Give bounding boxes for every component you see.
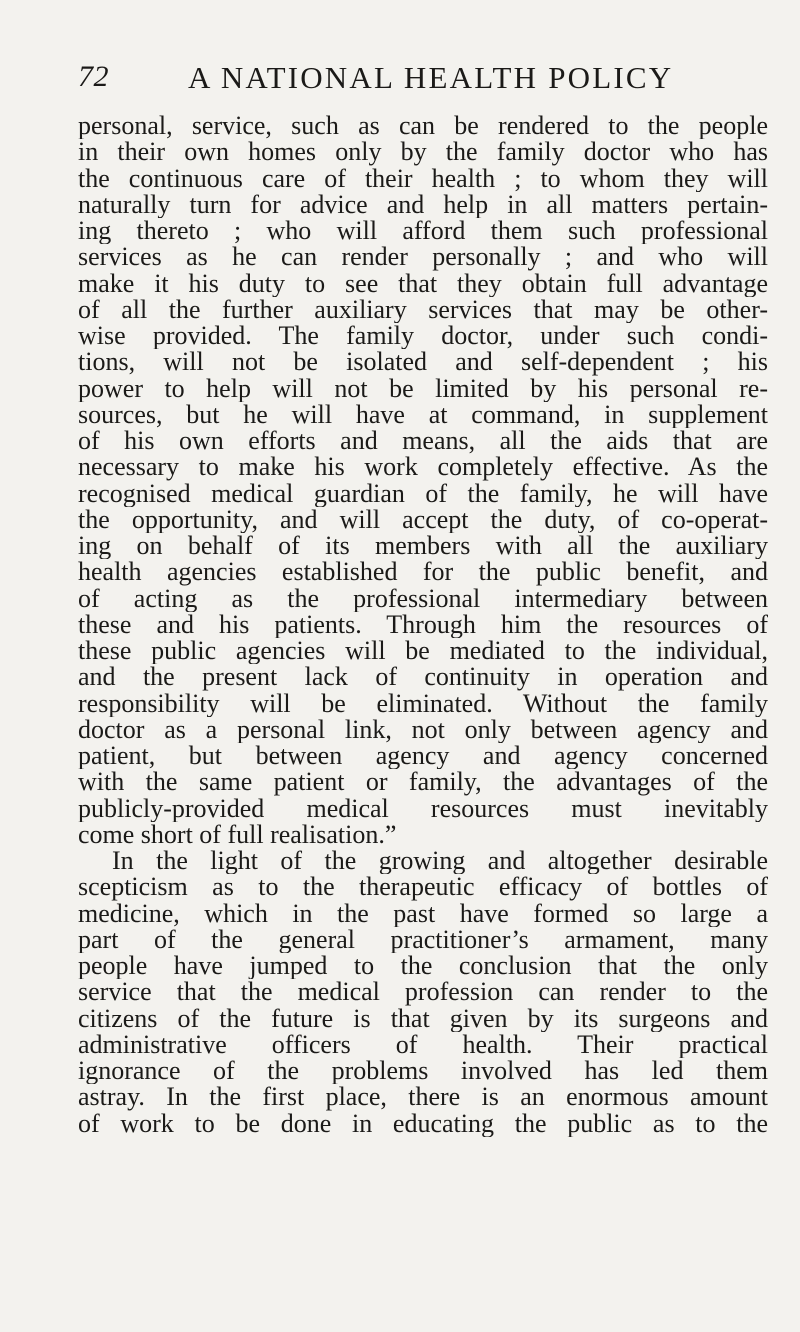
body-text: [78, 113, 768, 1137]
text-line: power to help will not be limited by his personal re-: [78, 375, 768, 402]
text-line: these and his patients. Through him the resources of: [78, 611, 768, 638]
text-line: ing on behalf of its members with all the auxiliary: [78, 533, 768, 560]
text-line: medicine, which in the past have formed so large a: [78, 900, 768, 927]
text-line: service that the medical profession can render to the: [78, 979, 768, 1006]
page-header: [78, 52, 768, 102]
paragraph-start-line: In the light of the growing and altogether desirable: [112, 848, 768, 875]
text-line: tions, will not be isolated and self-dependent ; his: [78, 349, 768, 376]
text-line: of work to be done in educating the public as to the: [78, 1110, 768, 1137]
text-line: with the same patient or family, the advantages of the: [78, 769, 768, 796]
text-line: ignorance of the problems involved has led them: [78, 1058, 768, 1085]
text-line: publicly-provided medical resources must inevitably: [78, 795, 768, 822]
text-line: astray. In the first place, there is an enormous amount: [78, 1084, 768, 1111]
text-line: administrative officers of health. Their practical: [78, 1031, 768, 1058]
text-line: of acting as the professional intermediary between: [78, 585, 768, 612]
text-line: ing thereto ; who will afford them such professional: [78, 218, 768, 245]
text-line: of all the further auxiliary services that may be other-: [78, 296, 768, 323]
running-head: A NATIONAL HEALTH POLICY: [188, 60, 674, 95]
text-line: health agencies established for the public benefit, and: [78, 559, 768, 586]
paragraph-end-line: come short of full realisation.”: [78, 821, 397, 848]
text-line: citizens of the future is that given by its surgeons and: [78, 1005, 768, 1032]
text-line: the continuous care of their health ; to whom they will: [78, 165, 768, 192]
page-number: 72: [78, 60, 109, 93]
text-line: patient, but between agency and agency concerned: [78, 743, 768, 770]
text-line: responsibility will be eliminated. Without the family: [78, 690, 768, 717]
text-line: make it his duty to see that they obtain full advantage: [78, 270, 768, 297]
text-line: the opportunity, and will accept the duty, of co-operat-: [78, 506, 768, 533]
text-line: of his own efforts and means, all the aids that are: [78, 428, 768, 455]
text-line: part of the general practitioner’s armament, many: [78, 926, 768, 953]
text-line: personal, service, such as can be rendered to the people: [78, 113, 768, 140]
text-line: in their own homes only by the family doctor who has: [78, 139, 768, 166]
text-line: and the present lack of continuity in operation and: [78, 664, 768, 691]
text-line: doctor as a personal link, not only between agency and: [78, 716, 768, 743]
text-line: these public agencies will be mediated to the individual,: [78, 638, 768, 665]
text-line: sources, but he will have at command, in supplement: [78, 401, 768, 428]
text-line: wise provided. The family doctor, under such condi-: [78, 323, 768, 350]
text-line: necessary to make his work completely effective. As the: [78, 454, 768, 481]
text-line: people have jumped to the conclusion that the only: [78, 953, 768, 980]
text-line: naturally turn for advice and help in all matters pertain-: [78, 191, 768, 218]
text-line: scepticism as to the therapeutic efficacy of bottles of: [78, 874, 768, 901]
text-line: recognised medical guardian of the family, he will have: [78, 480, 768, 507]
text-line: services as he can render personally ; and who will: [78, 244, 768, 271]
